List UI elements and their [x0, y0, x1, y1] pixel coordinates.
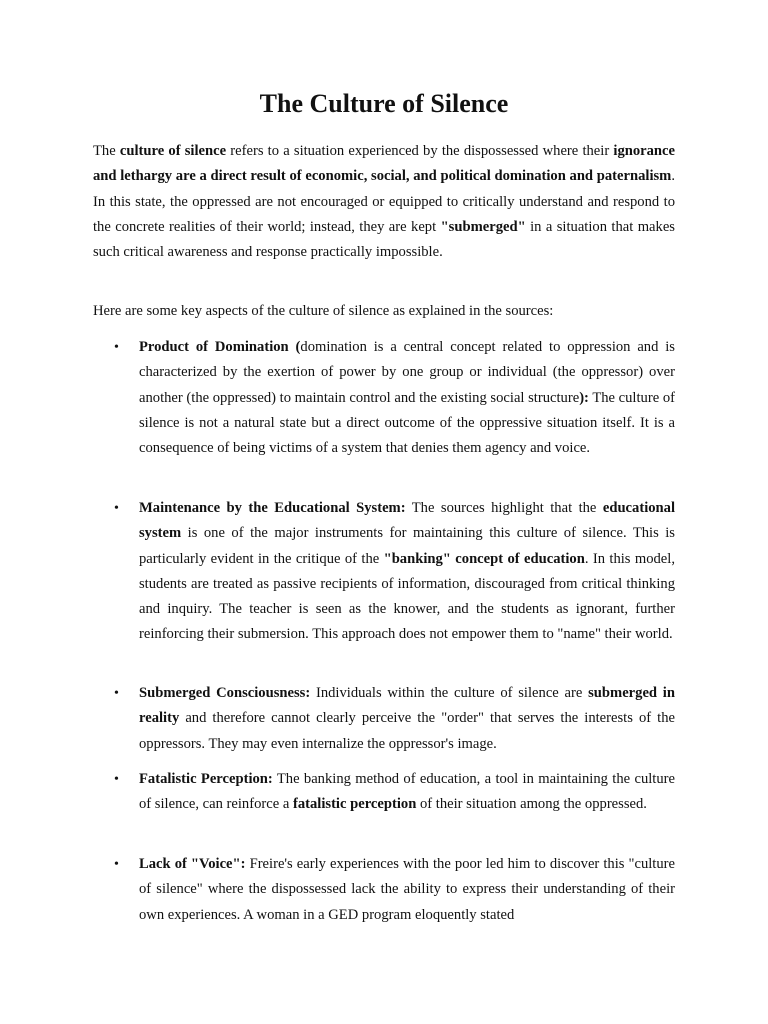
- item-bold-text: fatalistic perception: [292, 796, 417, 813]
- item-bold-text: "banking" concept of education: [383, 550, 585, 567]
- bullet-icon: •: [114, 686, 119, 701]
- list-item: [114, 335, 675, 461]
- item-heading: Lack of "Voice":: [139, 856, 246, 872]
- list-lead-paragraph: Here are some key aspects of the culture of silence as explained in the sources:: [93, 303, 554, 319]
- intro-bold-term: "submerged": [440, 218, 526, 235]
- item-text: domination is a central concept related to oppression and is characterized by the exertion of power by one group or individual (the oppressor) over another (the oppressed) to maintain control and the existing social structure: [139, 339, 675, 406]
- item-bold-text: submerged in reality: [139, 685, 675, 727]
- item-text: and therefore cannot clearly perceive the "order" that serves the interests of the oppressors. They may even internalize the oppressor's image.: [139, 710, 675, 752]
- item-text: of their situation among the oppressed.: [416, 796, 647, 813]
- item-text: The sources highlight that the: [405, 500, 603, 516]
- item-text: . In this model, students are treated as passive recipients of information, discouraged from critical thinking and inquiry. The teacher is seen as the knower, and the students as ignorant, further reinforcing their submersion. This approach does not empower them to "name" their world.: [139, 550, 675, 643]
- intro-paragraph: [93, 139, 675, 265]
- item-text: The culture of silence is not a natural state but a direct outcome of the oppressive situation itself. It is a consequence of being victims of a system that denies them agency and voice.: [139, 389, 675, 457]
- intro-text: The: [93, 143, 120, 159]
- list-item: [114, 852, 675, 928]
- item-heading: Fatalistic Perception:: [139, 771, 273, 787]
- intro-text: refers to a situation experienced by the dispossessed where their: [226, 143, 614, 159]
- item-bold-text: ):: [579, 389, 589, 406]
- bullet-icon: •: [114, 501, 119, 516]
- item-bold-text: educational system: [139, 500, 676, 542]
- item-text: Freire's early experiences with the poor led him to discover this "culture of silence" where the dispossessed lack the ability to express their understanding of their own experiences. A woman in a GED program eloquently stated: [139, 856, 675, 923]
- intro-bold-term: culture of silence: [119, 143, 227, 159]
- list-item: [114, 496, 676, 648]
- bullet-icon: •: [114, 857, 119, 872]
- intro-bold-phrase: ignorance and lethargy are a direct result of economic, social, and political domination and paternalism: [93, 143, 676, 185]
- intro-text: . In this state, the oppressed are not encouraged or equipped to critically understand and respond to the concrete realities of their world; instead, they are kept: [93, 168, 675, 235]
- item-heading: Product of Domination (: [139, 339, 301, 355]
- item-text: Individuals within the culture of silence are: [310, 685, 589, 701]
- item-heading: Maintenance by the Educational System:: [139, 500, 406, 516]
- list-item: [114, 767, 675, 818]
- list-item: [114, 681, 675, 757]
- bullet-icon: •: [114, 340, 119, 355]
- bullet-icon: •: [114, 772, 119, 787]
- page-title: The Culture of Silence: [259, 89, 509, 118]
- intro-text: in a situation that makes such critical awareness and response practically impossible.: [93, 218, 675, 261]
- item-text: is one of the major instruments for maintaining this culture of silence. This is particularly evident in the critique of the: [139, 525, 675, 567]
- item-text: The banking method of education, a tool in maintaining the culture of silence, can reinforce a: [139, 771, 675, 813]
- item-heading: Submerged Consciousness:: [139, 685, 311, 701]
